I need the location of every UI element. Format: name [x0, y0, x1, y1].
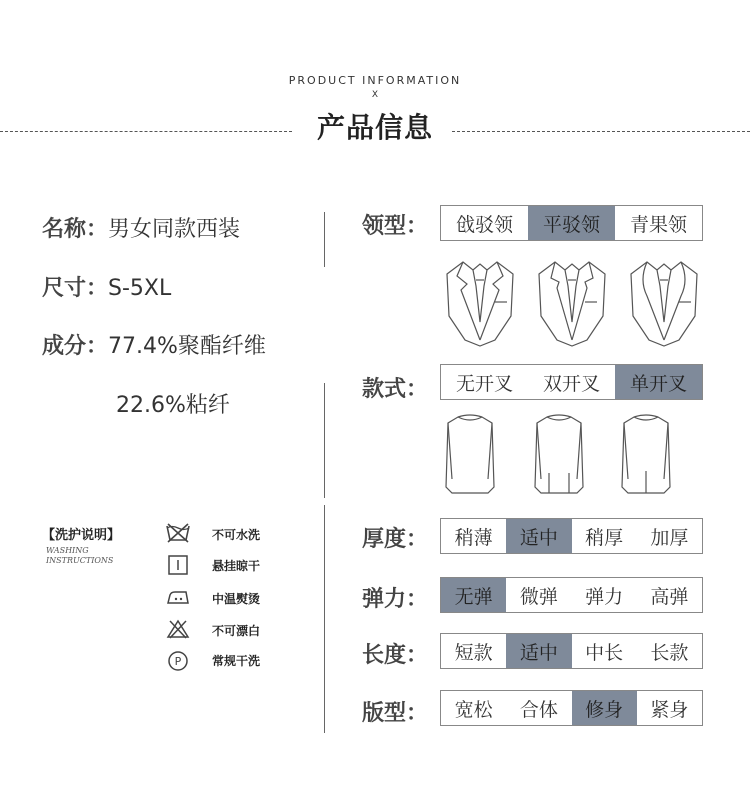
length-option[interactable]: 短款: [454, 641, 493, 664]
care-title: 【洗护说明】: [42, 528, 121, 543]
thickness-option[interactable]: 稍厚: [585, 526, 624, 549]
no-wash-icon: [164, 522, 192, 544]
length-options: [440, 633, 703, 669]
length-label: 长度：: [362, 643, 429, 668]
care-subtitle-line: WASHING: [46, 546, 89, 555]
notch-lapel-icon: [535, 256, 609, 348]
dry-clean-icon: [164, 650, 192, 672]
elasticity-option[interactable]: 高弹: [650, 585, 689, 608]
fit-label: 版型：: [362, 701, 429, 726]
vertical-divider: [324, 505, 325, 733]
elasticity-option[interactable]: 弹力: [585, 585, 624, 608]
info-row-material: [42, 329, 266, 360]
info-row-size: [42, 271, 171, 302]
fit-option[interactable]: 宽松: [454, 698, 493, 721]
collar-label: 领型：: [362, 214, 429, 239]
page-title: 产品信息: [316, 111, 433, 144]
peak-lapel-icon: [443, 256, 517, 348]
elasticity-options: [440, 577, 703, 613]
fit-option[interactable]: 合体: [519, 698, 558, 721]
length-option[interactable]: 中长: [585, 641, 624, 664]
info-label: 尺寸：: [42, 276, 109, 301]
collar-option[interactable]: 青果领: [629, 213, 687, 236]
care-text: 悬挂晾干: [212, 559, 261, 573]
elasticity-label: 弹力：: [362, 587, 429, 612]
fit-options: [440, 690, 703, 726]
hang-dry-icon: [164, 554, 192, 576]
vertical-divider: [324, 212, 325, 267]
style-options: [440, 364, 703, 400]
thickness-label: 厚度：: [362, 527, 429, 552]
care-subtitle-line: INSTRUCTIONS: [46, 556, 114, 565]
info-value: 男女同款西装: [108, 217, 241, 242]
care-text: 常规干洗: [212, 654, 261, 668]
info-value: 22.6%粘纤: [116, 393, 230, 418]
length-option[interactable]: 长款: [650, 641, 689, 664]
care-text: 中温熨烫: [212, 592, 261, 606]
thickness-option[interactable]: 加厚: [650, 526, 689, 549]
style-option[interactable]: 双开叉: [542, 372, 600, 395]
english-title-x: X: [371, 90, 379, 100]
collar-option[interactable]: 戗驳领: [455, 213, 513, 236]
info-value: 77.4%聚酯纤维: [108, 334, 266, 359]
right-dashed-divider: [452, 131, 750, 132]
thickness-option[interactable]: 稍薄: [454, 526, 493, 549]
info-row-name: [42, 212, 240, 243]
no-bleach-icon: [164, 618, 192, 640]
fit-option[interactable]: 紧身: [650, 698, 689, 721]
elasticity-option-selected[interactable]: 无弹: [441, 578, 506, 612]
fit-option-selected[interactable]: 修身: [572, 691, 637, 725]
collar-options: [440, 205, 703, 241]
iron-medium-icon: [164, 586, 192, 608]
no-vent-back-icon: [444, 413, 496, 495]
style-label: 款式：: [362, 377, 429, 402]
style-option[interactable]: 无开叉: [455, 372, 513, 395]
care-text: 不可漂白: [212, 624, 261, 638]
left-dashed-divider: [0, 131, 292, 132]
info-label: 名称：: [42, 217, 109, 242]
single-vent-back-icon: [620, 413, 672, 495]
care-text: 不可水洗: [212, 528, 261, 542]
double-vent-back-icon: [533, 413, 585, 495]
shawl-lapel-icon: [627, 256, 701, 348]
style-option-selected[interactable]: 单开叉: [615, 365, 702, 399]
english-title: PRODUCT INFORMATION: [288, 74, 462, 87]
length-option-selected[interactable]: 适中: [506, 634, 571, 668]
elasticity-option[interactable]: 微弹: [519, 585, 558, 608]
thickness-option-selected[interactable]: 适中: [506, 519, 571, 553]
info-value: S-5XL: [108, 276, 172, 301]
info-label: 成分：: [42, 334, 109, 359]
svg-text:P: P: [174, 655, 182, 668]
collar-option-selected[interactable]: 平驳领: [528, 206, 615, 240]
info-row-material-2: [116, 388, 230, 419]
care-subtitle: [46, 546, 113, 566]
vertical-divider: [324, 383, 325, 498]
thickness-options: [440, 518, 703, 554]
